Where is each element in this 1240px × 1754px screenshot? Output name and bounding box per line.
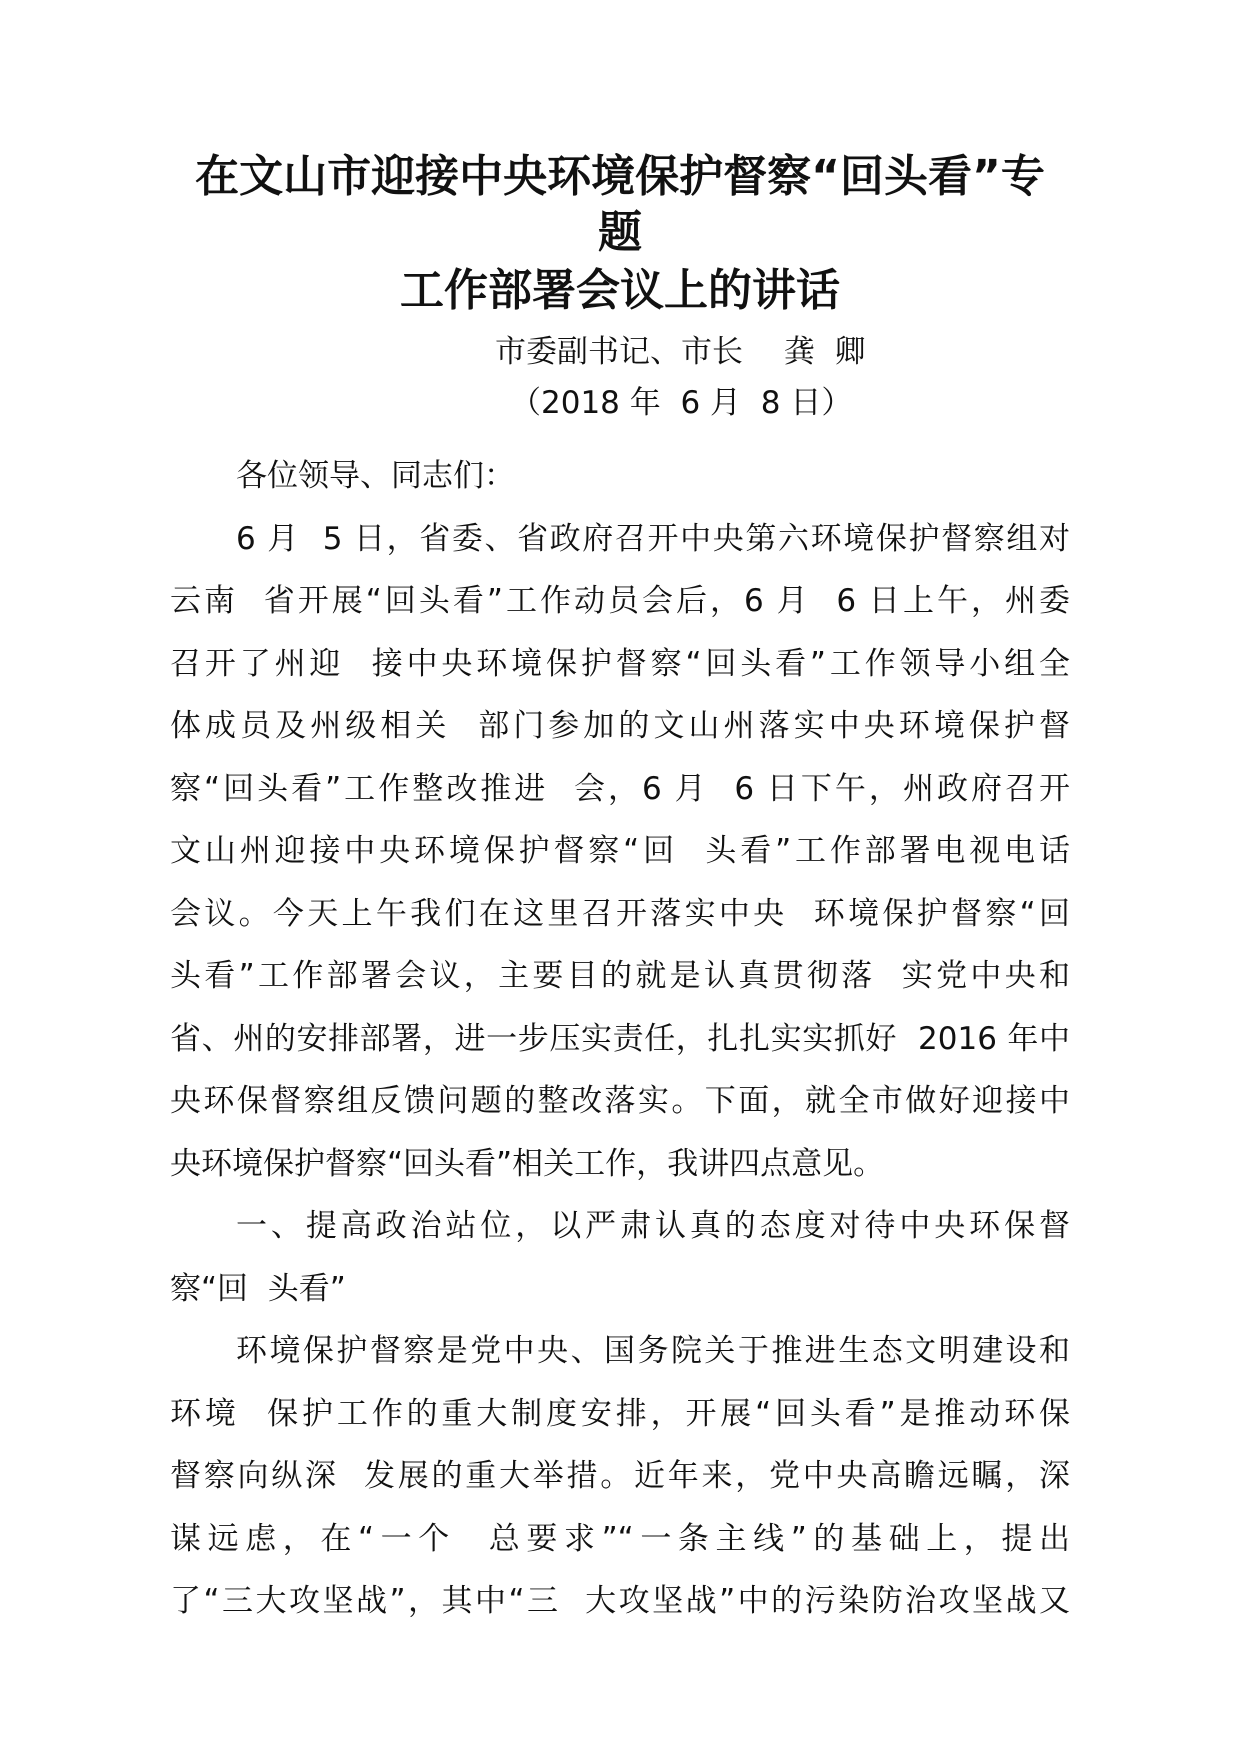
body-line: 督察向纵深 发展的重大举措。近年来，党中央高瞻远瞩，深 [170,1458,1070,1494]
body-line: 6 月 5 日，省委、省政府召开中央第六环境保护督察组对 [236,520,1070,557]
body-line: 会议。今天上午我们在这里召开落实中央 环境保护督察“回 [170,895,1070,932]
body-line: 召开了州迎 接中央环境保护督察“回头看”工作领导小组全 [170,645,1070,682]
document-title-line-1: 在文山市迎接中央环境保护督察“回头看”专 [195,151,1045,202]
document-title-line-2: 题 [598,207,642,258]
document-title-line-3: 工作部署会议上的讲话 [400,265,840,316]
body-line: 头看”工作部署会议，主要目的就是认真贯彻落 实党中央和 [170,958,1070,994]
body-line: 环境 保护工作的重大制度安排，开展“回头看”是推动环保 [170,1395,1070,1432]
body-line: 环境保护督察是党中央、国务院关于推进生态文明建设和 [236,1333,1070,1369]
speech-body [170,445,1070,1633]
body-line: 央环境保护督察“回头看”相关工作，我讲四点意见。 [170,1145,885,1182]
body-line: 云南 省开展“回头看”工作动员会后，6 月 6 日上午，州委 [170,583,1070,619]
section-heading-line: 一、提高政治站位，以严肃认真的态度对待中央环保督 [236,1208,1070,1244]
body-line: 体成员及州级相关 部门参加的文山州落实中央环境保护督 [170,708,1070,744]
body-line: 文山州迎接中央环境保护督察“回 头看”工作部署电视电话 [170,833,1070,869]
speaker-byline: 市委副书记、市长 龚 卿 [495,334,866,370]
body-line: 央环保督察组反馈问题的整改落实。下面，就全市做好迎接中 [170,1083,1070,1119]
salutation-line: 各位领导、同志们： [236,458,515,494]
section-heading-line: 察“回 头看” [170,1270,346,1307]
body-line: 了“三大攻坚战”，其中“三 大攻坚战”中的污染防治攻坚战又 [170,1583,1070,1619]
body-line: 谋远虑，在“一个 总要求”“一条主线”的基础上，提出 [170,1520,1070,1557]
body-line: 察“回头看”工作整改推进 会，6 月 6 日下午，州政府召开 [170,770,1070,807]
speech-date: （2018 年 6 月 8 日） [510,385,853,421]
body-line: 省、州的安排部署，进一步压实责任，扎扎实实抓好 2016 年中 [170,1020,1070,1057]
